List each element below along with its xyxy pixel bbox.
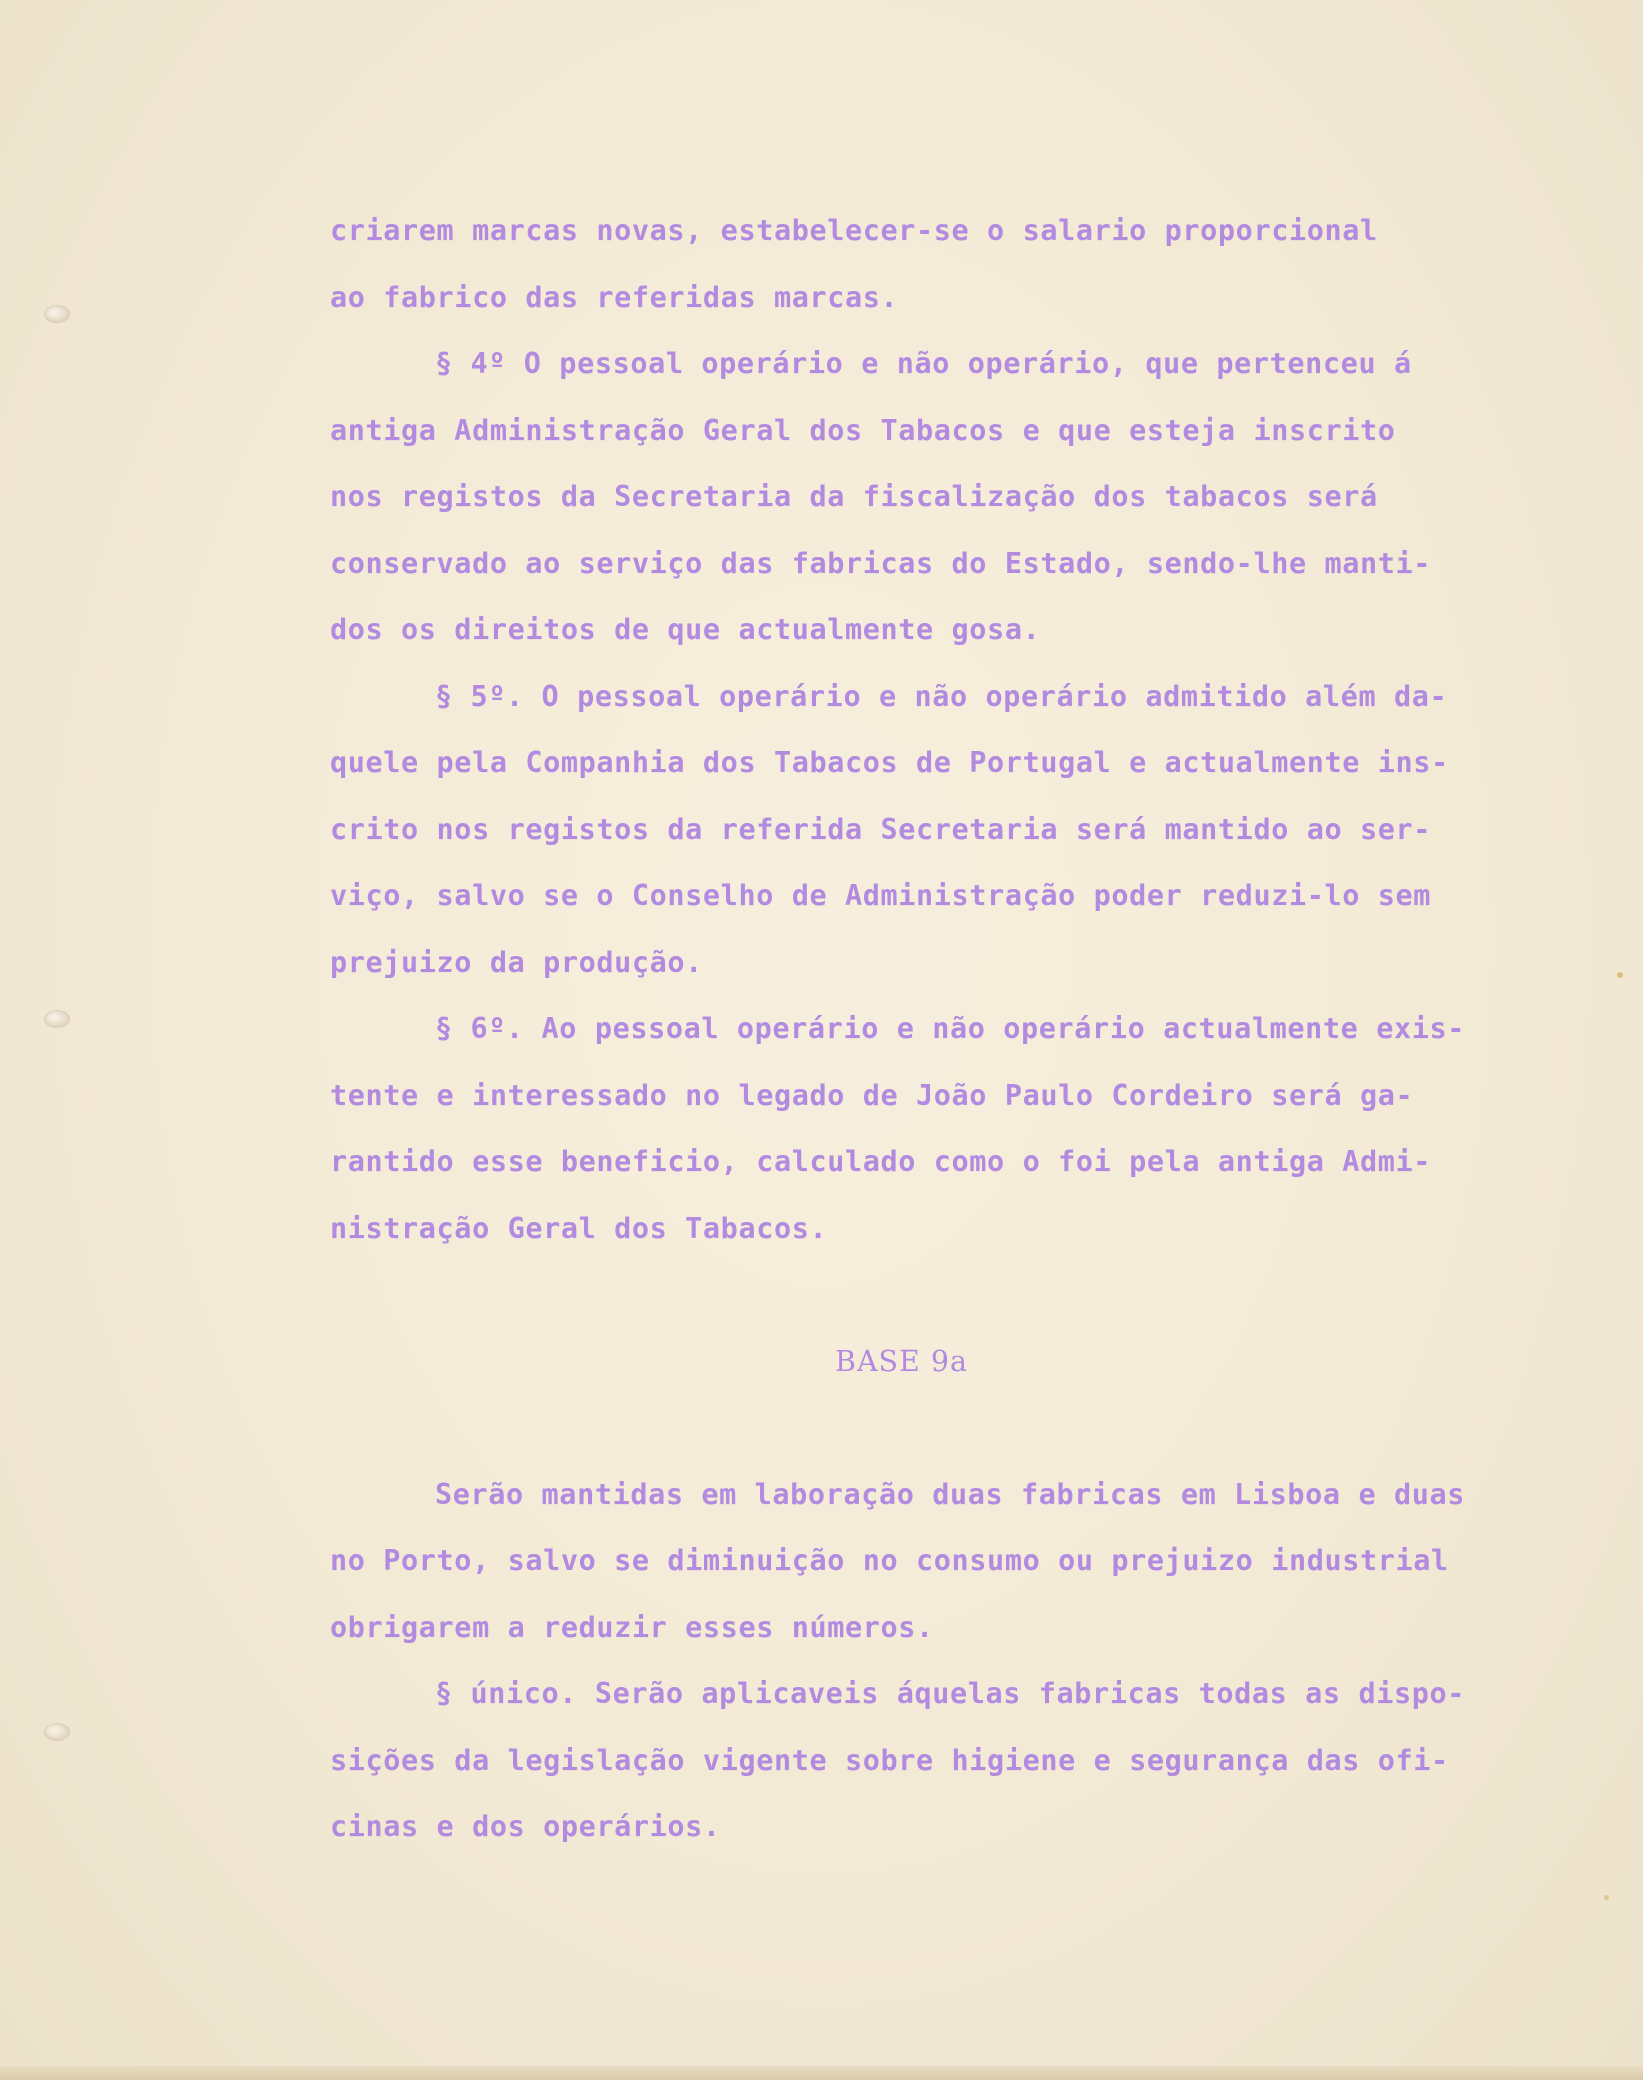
paragraph — [330, 664, 1610, 997]
text-line: rantido esse beneficio, calculado como o foi pela antiga Admi- — [330, 1145, 1432, 1178]
typewritten-text — [330, 198, 1610, 1861]
text-line: cinas e dos operários. — [330, 1810, 721, 1843]
text-line: dos os direitos de que actualmente gosa. — [330, 613, 1041, 646]
paragraph — [330, 331, 1610, 664]
text-line: § 4º O pessoal operário e não operário, que pertenceu á — [435, 347, 1412, 380]
text-line: § 6º. Ao pessoal operário e não operário actualmente exis- — [435, 1012, 1465, 1045]
text-line: prejuizo da produção. — [330, 945, 703, 979]
spacer — [330, 1395, 1610, 1462]
text-line: Serão mantidas em laboração duas fabricas em Lisboa e duas — [435, 1477, 1465, 1511]
paper-speck — [1604, 1895, 1609, 1900]
paragraph — [330, 198, 1610, 331]
punch-hole — [44, 1723, 70, 1741]
text-line: § 5º. O pessoal operário e não operário admitido além da- — [435, 679, 1448, 713]
text-line: criarem marcas novas, estabelecer-se o salario proporcional — [330, 214, 1378, 247]
spacer — [330, 1262, 1610, 1329]
punch-hole — [44, 305, 70, 323]
page-bottom-edge — [0, 2066, 1643, 2080]
paragraph — [330, 1661, 1610, 1861]
text-line: sições da legislação vigente sobre higiene e segurança das ofi- — [330, 1743, 1449, 1777]
text-line: ao fabrico das referidas marcas. — [330, 280, 899, 314]
section-heading: BASE 9a — [835, 1344, 969, 1378]
text-line: § único. Serão aplicaveis áquelas fabricas todas as dispo- — [435, 1677, 1465, 1710]
text-line: nistração Geral dos Tabacos. — [330, 1211, 828, 1245]
text-line: antiga Administração Geral dos Tabacos e que esteja inscrito — [330, 413, 1396, 447]
text-line: no Porto, salvo se diminuição no consumo ou prejuizo industrial — [330, 1544, 1449, 1577]
paragraph — [330, 996, 1610, 1262]
text-line: conservado ao serviço das fabricas do Estado, sendo-lhe manti- — [330, 546, 1432, 580]
paragraph — [330, 1462, 1610, 1662]
text-line: nos registos da Secretaria da fiscalização dos tabacos será — [330, 480, 1378, 513]
text-line: viço, salvo se o Conselho de Administração poder reduzi-lo sem — [330, 879, 1432, 912]
text-line: quele pela Companhia dos Tabacos de Portugal e actualmente ins- — [330, 746, 1449, 779]
paper-speck — [1617, 972, 1623, 978]
punch-hole — [44, 1010, 70, 1028]
text-line: obrigarem a reduzir esses números. — [330, 1610, 934, 1644]
text-line: crito nos registos da referida Secretaria será mantido ao ser- — [330, 812, 1432, 846]
text-line: tente e interessado no legado de João Paulo Cordeiro será ga- — [330, 1078, 1414, 1112]
